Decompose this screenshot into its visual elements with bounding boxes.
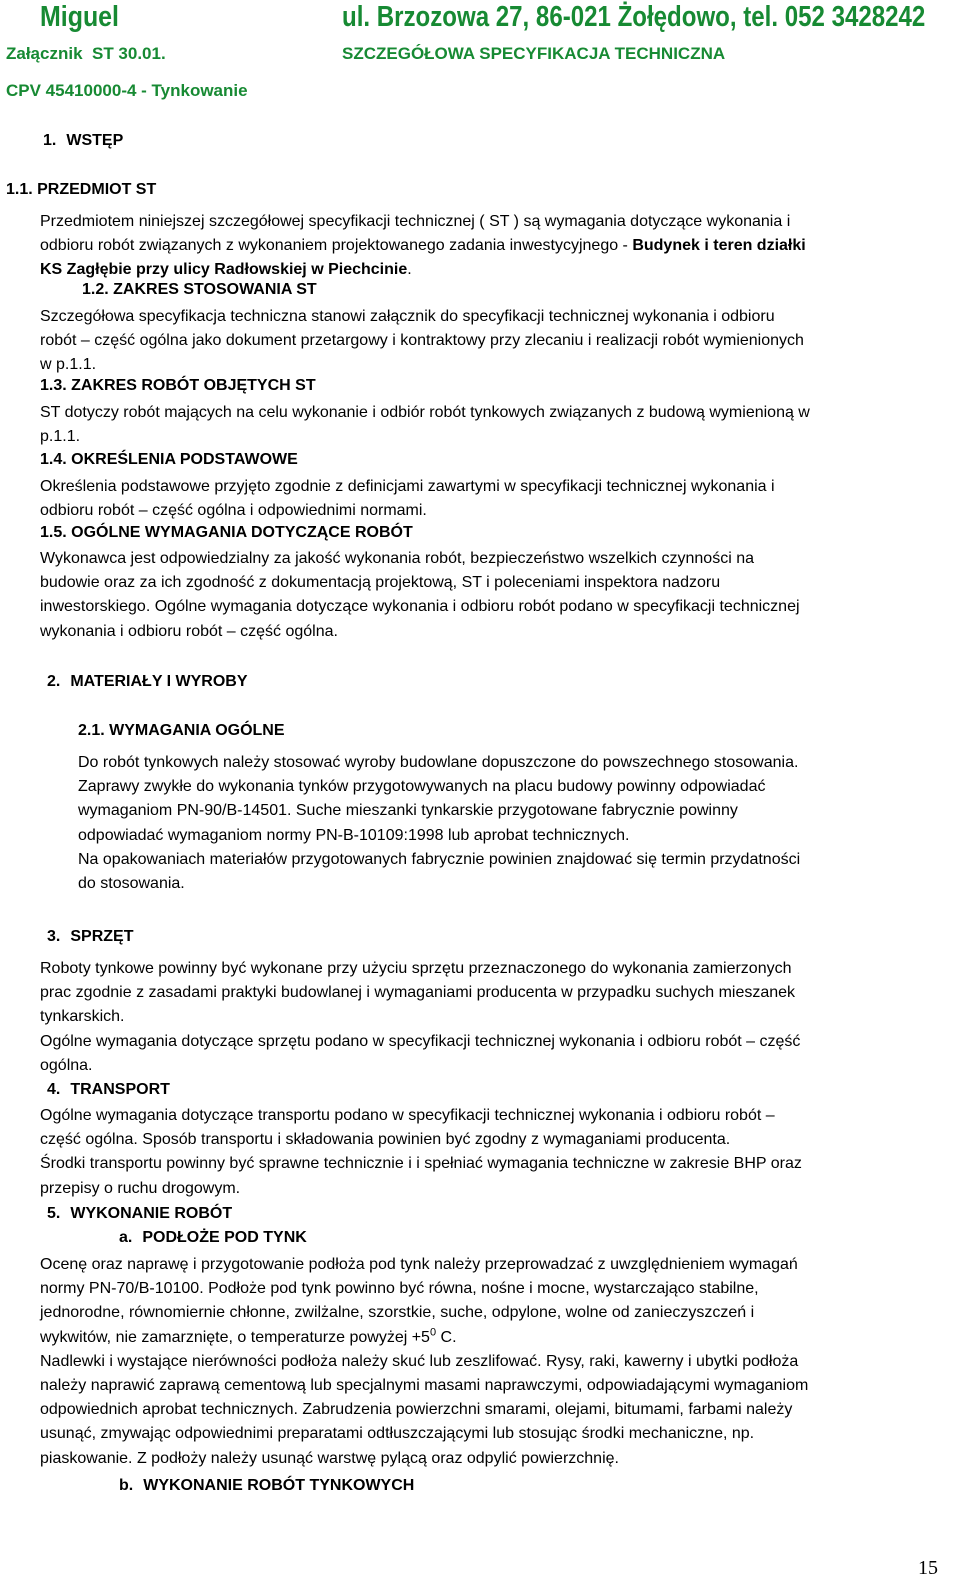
text-line: Zaprawy zwykłe do wykonania tynków przygotowywanych na placu budowy powinny odpowiadać [78,778,766,796]
text-line: jednorodne, równomiernie chłonne, zwilżalne, szorstkie, suche, odpylone, wolne od zanieczyszczeń i [40,1304,755,1322]
project-name-part: Budynek i teren działki [632,237,806,255]
text-line: inwestorskiego. Ogólne wymagania dotyczące wykonania i odbioru robót podano w specyfikacji technicznej [40,598,800,616]
section-5b-heading [119,1477,414,1495]
text-line: ST dotyczy robót mających na celu wykonanie i odbiór robót tynkowych związanych z budową wymienioną w [40,404,810,421]
text-line: wykonania i odbioru robót – część ogólna. [40,622,338,640]
section-number: 1. [43,132,57,149]
text-run: odbioru robót związanych z wykonaniem projektowanego zadania inwestycyjnego - [40,237,633,255]
section-2-1-heading: 2.1. WYMAGANIA OGÓLNE [78,722,285,739]
text-line: Na opakowaniach materiałów przygotowanych fabrycznie powinien znajdować się termin przydatności [78,850,801,868]
section-1-1-text [40,210,806,283]
subsection-title: WYKONANIE ROBÓT TYNKOWYCH [143,1477,415,1494]
text-line: Ocenę oraz naprawę i przygotowanie podłoża pod tynk należy przeprowadzać z uwzględnieniem wymagań [40,1256,798,1273]
section-2-heading [47,673,248,691]
text-line [40,1326,808,1350]
text-run: C. [436,1328,457,1346]
text-line: Ogólne wymagania dotyczące transportu podano w specyfikacji technicznej wykonania i odbioru robót – [40,1107,775,1124]
subsection-label: a. [119,1229,133,1246]
text-line: Przedmiotem niniejszej szczegółowej specyfikacji technicznej ( ST ) są wymagania dotyczące wykonania i [40,213,791,230]
section-1-3-text [40,401,810,449]
company-name: Miguel [40,1,119,33]
text-line: p.1.1. [40,428,81,446]
text-line: Ogólne wymagania dotyczące sprzętu podano w specyfikacji technicznej wykonania i odbioru robót – część [40,1032,801,1050]
text-line: ogólna. [40,1056,93,1074]
text-line: przepisy o ruchu drogowym. [40,1179,241,1197]
text-line: odbioru robót – część ogólna i odpowiednimi normami. [40,502,427,520]
text-line: wymaganiom PN-90/B-14501. Suche mieszanki tynkarskie przygotowane fabrycznie powinny [78,802,738,820]
spec-title: SZCZEGÓŁOWA SPECYFIKACJA TECHNICZNA [342,44,726,63]
section-1-4-text [40,475,775,523]
section-title: SPRZĘT [70,928,134,945]
text-line: robót – część ogólna jako dokument przetargowy i kontraktowy przy zlecaniu i realizacji robót wymienionych [40,332,804,350]
text-line: Roboty tynkowe powinny być wykonane przy użyciu sprzętu przeznaczonego do wykonania zamierzonych [40,960,792,977]
text-line [40,234,806,258]
attachment-label: Załącznik ST 30.01. [6,44,166,63]
section-title: WSTĘP [66,132,124,149]
subsection-label: b. [119,1477,134,1494]
text-line: część ogólna. Sposób transportu i składowania powinien być zgodny z wymaganiami producenta. [40,1131,731,1149]
text-line [40,258,806,282]
section-number: 3. [47,928,61,945]
text-line: budowie oraz za ich zgodność z dokumentacją projektową, ST i poleceniami inspektora nadzoru [40,574,721,592]
text-line: normy PN-70/B-10100. Podłoże pod tynk powinno być równa, nośne i mocne, wystarczająco stabilne, [40,1280,759,1298]
text-line: należy naprawić zaprawą cementową lub specjalnymi masami naprawczymi, odpowiadającymi wymaganiom [40,1377,809,1395]
text-line: Szczegółowa specyfikacja techniczna stanowi załącznik do specyfikacji technicznej wykonania i odbioru [40,308,775,325]
section-1-2-text [40,305,804,378]
text-line: odpowiednich aprobat technicznych. Zabrudzenia powierzchni smarami, olejami, bitumami, farbami należy [40,1401,793,1419]
text-line: usunąć, zmywając odpowiednimi preparatami odtłuszczającymi lub stosując środki mechaniczne, np. [40,1425,755,1443]
section-5-heading [47,1205,232,1223]
section-1-5-text [40,547,800,644]
text-line: odpowiadać wymaganiom normy PN-B-10109:1998 lub aprobat technicznych. [78,826,630,844]
section-1-1-heading: 1.1. PRZEDMIOT ST [6,181,157,198]
text-line: tynkarskich. [40,1008,125,1026]
section-1-2-heading: 1.2. ZAKRES STOSOWANIA ST [82,281,317,298]
section-title: MATERIAŁY I WYROBY [70,673,248,690]
text-run: . [407,261,412,279]
section-1-4-heading: 1.4. OKREŚLENIA PODSTAWOWE [40,451,298,468]
page-number: 15 [918,1557,938,1579]
section-3-heading [47,928,133,946]
section-number: 4. [47,1081,61,1098]
project-name-part: KS Zagłębie przy ulicy Radłowskiej w Piechcinie [40,261,408,279]
text-line: Środki transportu powinny być sprawne technicznie i i spełniać wymagania techniczne w zakresie BHP oraz [40,1155,802,1173]
section-5a-heading [119,1229,307,1247]
subsection-title: PODŁOŻE POD TYNK [142,1229,307,1246]
section-1-5-heading: 1.5. OGÓLNE WYMAGANIA DOTYCZĄCE ROBÓT [40,524,413,541]
text-line: Określenia podstawowe przyjęto zgodnie z definicjami zawartymi w specyfikacji technicznej wykonania i [40,478,775,495]
section-4-text [40,1104,802,1201]
section-1-heading [43,132,123,150]
section-title: WYKONANIE ROBÓT [70,1205,233,1222]
text-line: w p.1.1. [40,356,97,374]
section-number: 2. [47,673,61,690]
section-5a-text [40,1253,808,1471]
text-line: do stosowania. [78,875,185,893]
cpv-code: CPV 45410000-4 - Tynkowanie [6,81,248,100]
text-line: piaskowanie. Z podłoży należy usunąć warstwę pylącą oraz odpylić powierzchnię. [40,1449,619,1467]
section-4-heading [47,1081,170,1099]
text-line: prac zgodnie z zasadami praktyki budowlanej i wymaganiami producenta w przypadku suchych mieszanek [40,984,796,1002]
text-line: Wykonawca jest odpowiedzialny za jakość wykonania robót, bezpieczeństwo wszelkich czynności na [40,550,754,567]
text-line: Do robót tynkowych należy stosować wyroby budowlane dopuszczone do powszechnego stosowania. [78,754,799,771]
section-1-3-heading: 1.3. ZAKRES ROBÓT OBJĘTYCH ST [40,377,316,394]
company-address: ul. Brzozowa 27, 86-021 Żołędowo, tel. 052 3428242 [342,1,926,33]
text-run: wykwitów, nie zamarznięte, o temperaturze powyżej +5 [40,1328,430,1346]
section-title: TRANSPORT [70,1081,170,1098]
superscript-degree: 0 [429,1326,437,1339]
text-line: Nadlewki i wystające nierówności podłoża należy skuć lub zeszlifować. Rysy, raki, kawerny i ubytki podłoża [40,1352,799,1370]
section-number: 5. [47,1205,61,1222]
section-3-text [40,957,800,1078]
section-2-1-text [78,751,800,896]
